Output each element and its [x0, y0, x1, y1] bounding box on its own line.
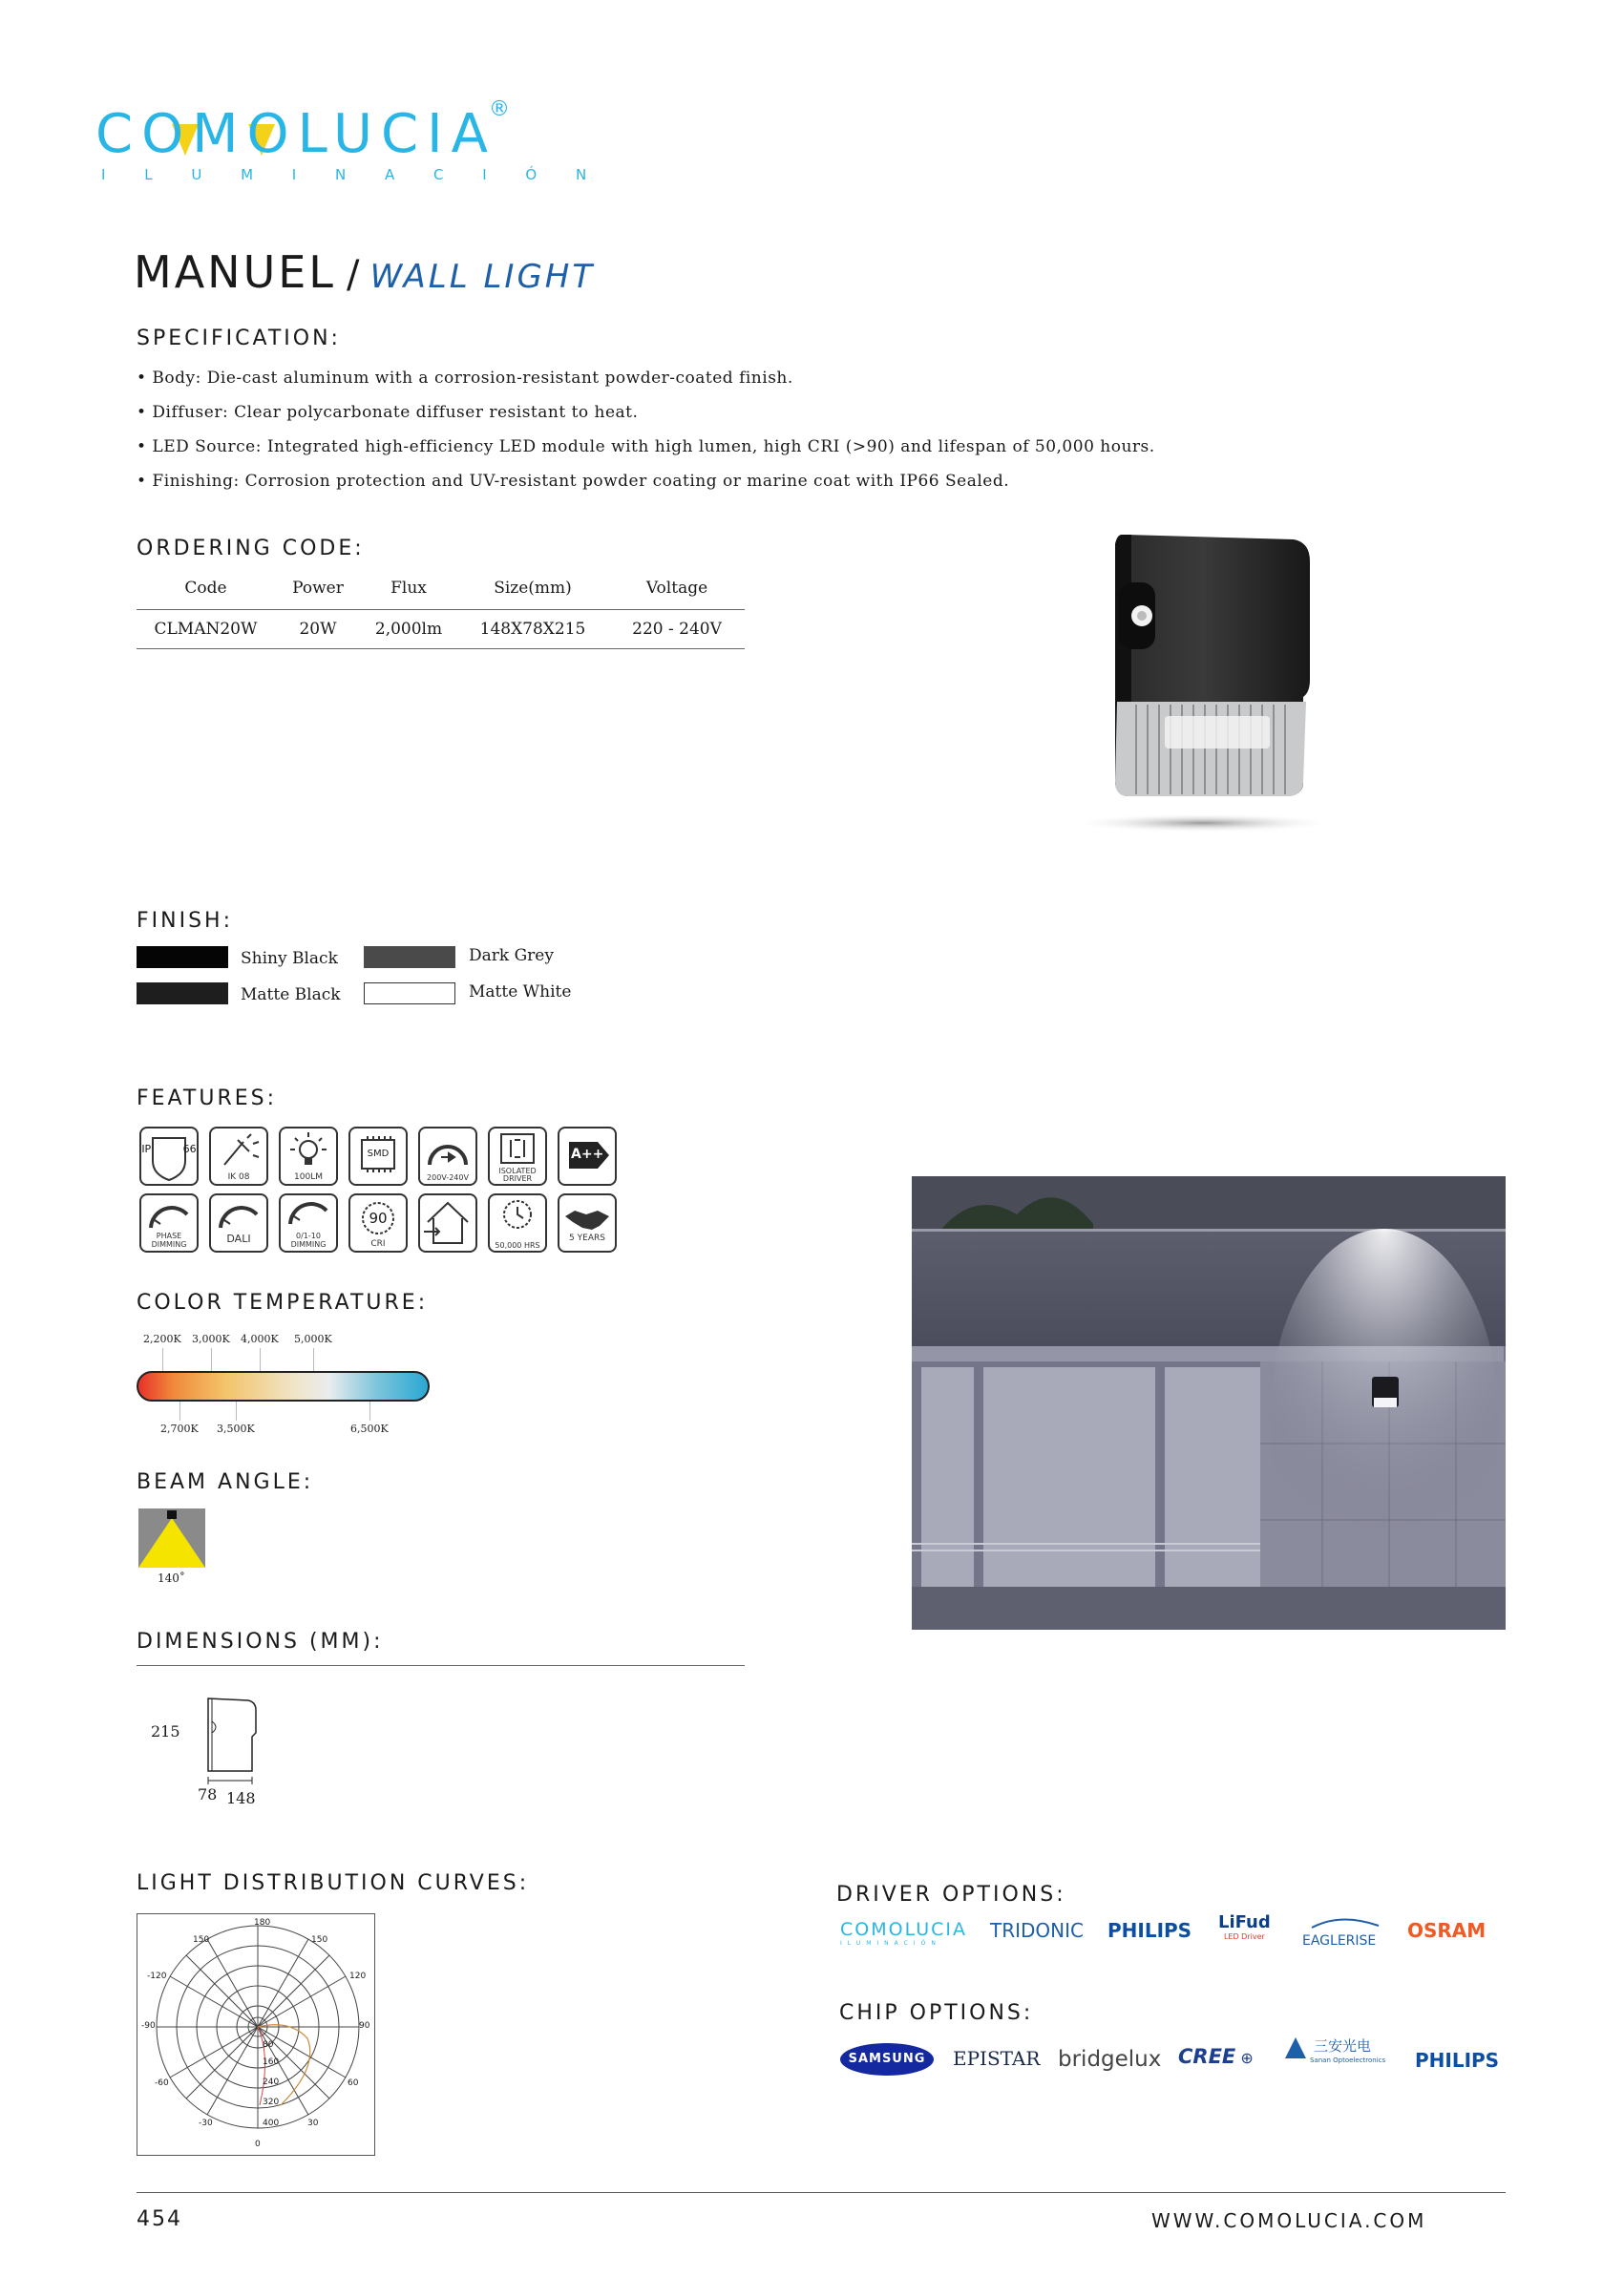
polar-label: 120 — [349, 1972, 367, 1981]
polar-label: 0 — [255, 2140, 261, 2149]
cree-arrow-icon: ⊕ — [1240, 2049, 1254, 2067]
spec-line: • Diffuser: Clear polycarbonate diffuser resistant to heat. — [137, 403, 639, 422]
bulb-icon: 100LM — [279, 1127, 338, 1186]
finish-label: Dark Grey — [469, 946, 554, 965]
dimension-width: 148 — [226, 1789, 256, 1807]
column-header: Power — [275, 569, 361, 610]
polar-radius-label: 400 — [263, 2119, 280, 2128]
ordering-heading: ORDERING CODE: — [137, 537, 365, 560]
ik08-icon: IK 08 — [209, 1127, 268, 1186]
wall-light-product-illustration — [1060, 525, 1346, 840]
polar-label: -120 — [147, 1972, 167, 1981]
polar-label: 150 — [193, 1935, 210, 1945]
polar-distribution-curve — [137, 1914, 374, 2155]
beam-angle-value: 140˚ — [158, 1571, 185, 1585]
table-cell: 148X78X215 — [456, 610, 609, 649]
sanan-logo-icon — [1283, 2035, 1308, 2064]
ip66-icon: IP 66 — [139, 1127, 199, 1186]
polar-label: -60 — [155, 2078, 169, 2088]
installation-photo — [912, 1176, 1506, 1630]
dimensions-heading: DIMENSIONS (MM): — [137, 1630, 384, 1654]
finish-swatch-shiny-black — [137, 946, 228, 968]
warranty-handshake-icon: 5 YEARS — [558, 1193, 617, 1253]
finish-heading: FINISH: — [137, 909, 234, 933]
ct-label: 3,000K — [192, 1333, 230, 1345]
table-row — [137, 610, 745, 649]
polar-chart-frame — [137, 1913, 375, 2156]
column-header: Size(mm) — [456, 569, 609, 610]
polar-label: -90 — [141, 2021, 156, 2031]
color-temperature-gradient-bar — [137, 1371, 430, 1402]
ct-label: 5,000K — [294, 1333, 332, 1345]
spec-line: • LED Source: Integrated high-efficiency LED module with high lumen, high CRI (>90) and lifespan of 50,000 hours. — [137, 437, 1155, 456]
phase-dimming-icon: PHASE DIMMING — [139, 1193, 199, 1253]
beam-angle-diagram — [138, 1508, 205, 1568]
website-link[interactable]: WWW.COMOLUCIA.COM — [1151, 2209, 1427, 2232]
ct-label: 6,500K — [350, 1423, 389, 1435]
dali-icon: DALI — [209, 1193, 268, 1253]
polar-radius-label: 80 — [263, 2040, 274, 2050]
footer-divider — [137, 2192, 1506, 2193]
ct-label: 3,500K — [217, 1423, 255, 1435]
distribution-heading: LIGHT DISTRIBUTION CURVES: — [137, 1871, 530, 1895]
polar-label: 30 — [307, 2119, 319, 2128]
chip-logo-bridgelux: bridgelux — [1058, 2047, 1162, 2072]
chip-logo-cree: CREE ⊕ — [1178, 2045, 1254, 2068]
color-temperature-heading: COLOR TEMPERATURE: — [137, 1291, 429, 1315]
brand-registered: ® — [489, 97, 510, 121]
table-cell: 2,000lm — [361, 610, 456, 649]
column-header: Code — [137, 569, 275, 610]
dimensions-drawing — [202, 1695, 269, 1790]
isolated-driver-icon: ISOLATED DRIVER — [488, 1127, 547, 1186]
spec-line: • Finishing: Corrosion protection and UV-resistant powder coating or marine coat with IP66 Sealed. — [137, 472, 1010, 491]
table-cell: CLMAN20W — [137, 610, 275, 649]
polar-label: 90 — [359, 2021, 370, 2031]
page-number: 454 — [137, 2207, 182, 2231]
voltage-gauge-icon: 200V-240V — [418, 1127, 477, 1186]
dimensions-divider — [137, 1665, 745, 1666]
column-header: Flux — [361, 569, 456, 610]
cri-icon: 90 CRI — [348, 1193, 408, 1253]
ct-label: 2,200K — [143, 1333, 181, 1345]
dimension-height: 215 — [151, 1722, 180, 1740]
column-header: Voltage — [609, 569, 745, 610]
driver-logo-eaglerise: EAGLERISE — [1302, 1915, 1388, 1949]
ct-label: 4,000K — [241, 1333, 279, 1345]
features-heading: FEATURES: — [137, 1086, 278, 1110]
polar-label: 150 — [311, 1935, 328, 1945]
product-image — [1060, 525, 1346, 840]
page-title — [134, 246, 595, 298]
finish-label: Matte White — [469, 982, 572, 1002]
polar-radius-label: 160 — [263, 2057, 280, 2067]
eaglerise-swoosh-icon — [1302, 1916, 1388, 1930]
finish-label: Shiny Black — [241, 949, 338, 968]
table-cell: 20W — [275, 610, 361, 649]
driver-logo-philips: PHILIPS — [1107, 1919, 1192, 1942]
brand-name: COMOLUCIA — [95, 103, 496, 165]
finish-swatch-matte-black — [137, 982, 228, 1004]
finish-swatch-matte-white — [364, 982, 455, 1004]
chip-logo-epistar: EPISTAR — [953, 2047, 1041, 2070]
title-separator: / — [347, 253, 360, 297]
brand-tagline: I L U M I N A C I Ó N — [101, 166, 604, 183]
ordering-header-row — [137, 569, 745, 610]
polar-radius-label: 240 — [263, 2078, 280, 2087]
chip-logo-philips: PHILIPS — [1415, 2049, 1500, 2072]
ordering-table — [137, 569, 745, 649]
table-cell: 220 - 240V — [609, 610, 745, 649]
polar-label: 60 — [348, 2078, 359, 2088]
beam-angle-heading: BEAM ANGLE: — [137, 1470, 314, 1494]
energy-class-icon: A++ — [558, 1127, 617, 1186]
chip-options-heading: CHIP OPTIONS: — [839, 2001, 1034, 2025]
chip-logo-sanan: 三安光电 Sanan Optoelectronics — [1283, 2035, 1308, 2068]
driver-logo-comolucia: COMOLUCIA ILUMINACIÓN — [840, 1919, 967, 1947]
polar-label: -30 — [199, 2119, 213, 2128]
dimension-depth: 78 — [198, 1785, 218, 1803]
driver-options-heading: DRIVER OPTIONS: — [836, 1883, 1066, 1907]
brand-logo — [95, 97, 604, 189]
specification-heading: SPECIFICATION: — [137, 327, 341, 350]
driver-logo-tridonic: TRIDONIC — [990, 1919, 1084, 1942]
product-name: MANUEL — [134, 246, 336, 298]
dimming-010-icon: 0/1-10 DIMMING — [279, 1193, 338, 1253]
lifespan-clock-icon: 50,000 HRS — [488, 1193, 547, 1253]
polar-label: 180 — [254, 1918, 271, 1928]
house-icon — [418, 1193, 477, 1253]
driver-logo-lifud: LiFud LED Driver — [1218, 1912, 1271, 1941]
smd-chip-icon: SMD — [348, 1127, 408, 1186]
finish-label: Matte Black — [241, 985, 341, 1004]
driver-logo-osram: OSRAM — [1407, 1919, 1487, 1942]
chip-logo-samsung: SAMSUNG — [840, 2043, 934, 2076]
ct-label: 2,700K — [160, 1423, 199, 1435]
finish-swatch-dark-grey — [364, 946, 455, 968]
spec-line: • Body: Die-cast aluminum with a corrosion-resistant powder-coated finish. — [137, 369, 793, 388]
polar-radius-label: 320 — [263, 2098, 280, 2107]
product-category: WALL LIGHT — [369, 258, 596, 296]
